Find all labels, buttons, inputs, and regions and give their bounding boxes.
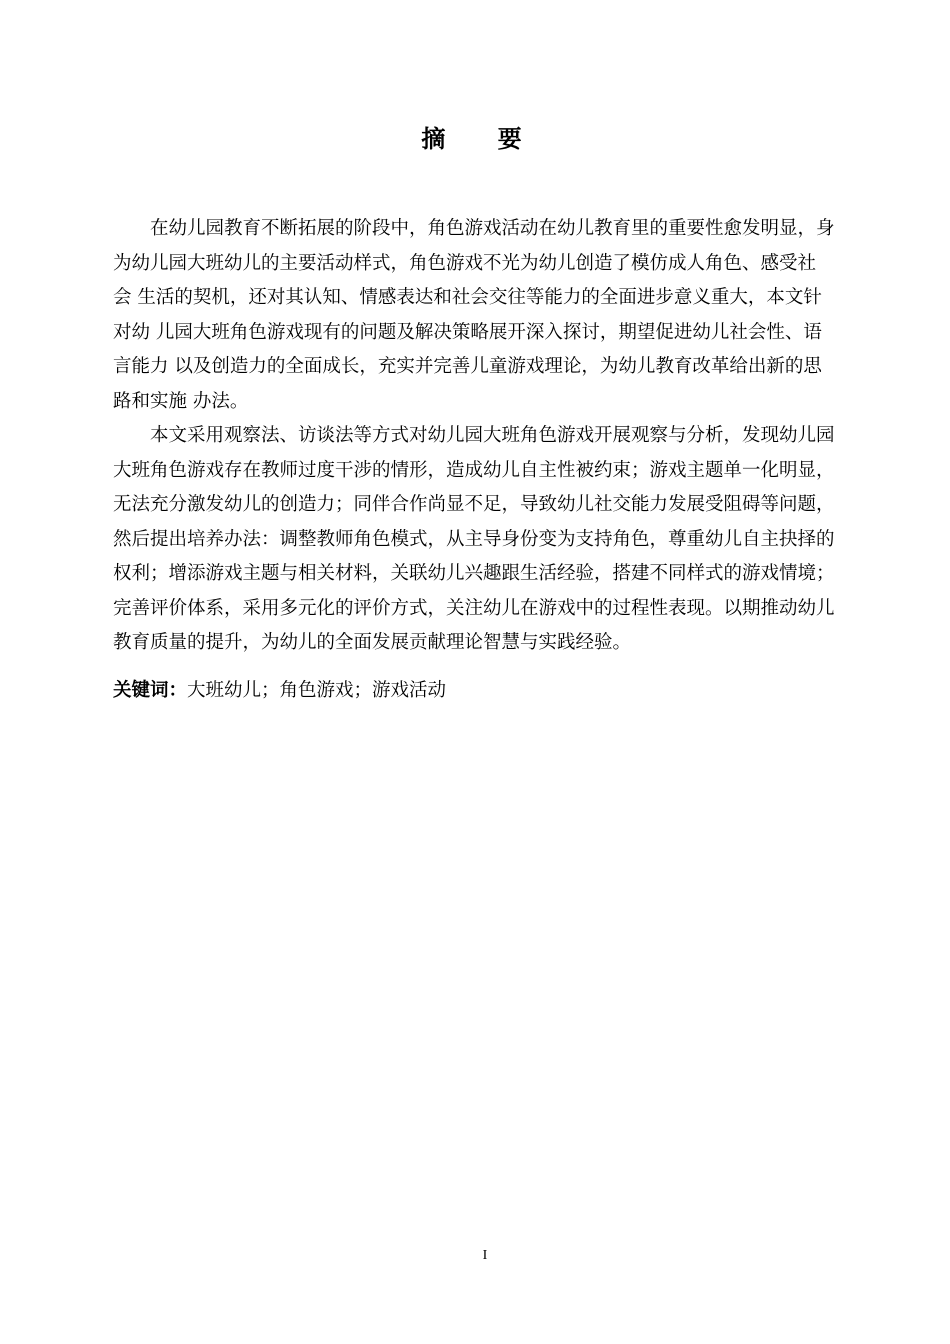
text-line: 完善评价体系，采用多元化的评价方式，关注幼儿在游戏中的过程性表现。以期推动幼儿 bbox=[113, 597, 835, 619]
text-line: 对幼 儿园大班角色游戏现有的问题及解决策略展开深入探讨，期望促进幼儿社会性、语 bbox=[113, 321, 822, 343]
text-line: 会 生活的契机，还对其认知、情感表达和社会交往等能力的全面进步意义重大，本文针 bbox=[113, 287, 822, 308]
text-line: 无法充分激发幼儿的创造力；同伴合作尚显不足，导致幼儿社交能力发展受阻碍等问题， bbox=[113, 494, 835, 515]
text-line: 教育质量的提升，为幼儿的全面发展贡献理论智慧与实践经验。 bbox=[113, 632, 632, 653]
text-line: 为幼儿园大班幼儿的主要活动样式，角色游戏不光为幼儿创造了模仿成人角色、感受社 bbox=[113, 252, 817, 274]
abstract-title: 摘 要 bbox=[421, 125, 544, 153]
keywords-value: 大班幼儿；角色游戏；游戏活动 bbox=[187, 680, 447, 701]
text-line: 在幼儿园教育不断拓展的阶段中，角色游戏活动在幼儿教育里的重要性愈发明显，身 bbox=[150, 218, 835, 239]
keywords-line bbox=[113, 676, 446, 706]
text-line: 言能力 以及创造力的全面成长，充实并完善儿童游戏理论，为幼儿教育改革给出新的思 bbox=[113, 356, 822, 377]
abstract-paragraph-1 bbox=[113, 212, 858, 419]
abstract-paragraph-2 bbox=[113, 419, 858, 661]
text-line: 权利；增添游戏主题与相关材料，关联幼儿兴趣跟生活经验，搭建不同样式的游戏情境； bbox=[113, 563, 835, 584]
page-number: I bbox=[482, 1248, 488, 1263]
abstract-body bbox=[113, 212, 858, 661]
text-line: 大班角色游戏存在教师过度干涉的情形，造成幼儿自主性被约束；游戏主题单一化明显， bbox=[113, 459, 835, 481]
text-line: 路和实施 办法。 bbox=[113, 390, 249, 412]
keywords-label: 关键词： bbox=[113, 680, 188, 701]
text-line: 然后提出培养办法：调整教师角色模式，从主导身份变为支持角色，尊重幼儿自主抉择的 bbox=[113, 528, 835, 550]
text-line: 本文采用观察法、访谈法等方式对幼儿园大班角色游戏开展观察与分析，发现幼儿园 bbox=[150, 425, 835, 446]
